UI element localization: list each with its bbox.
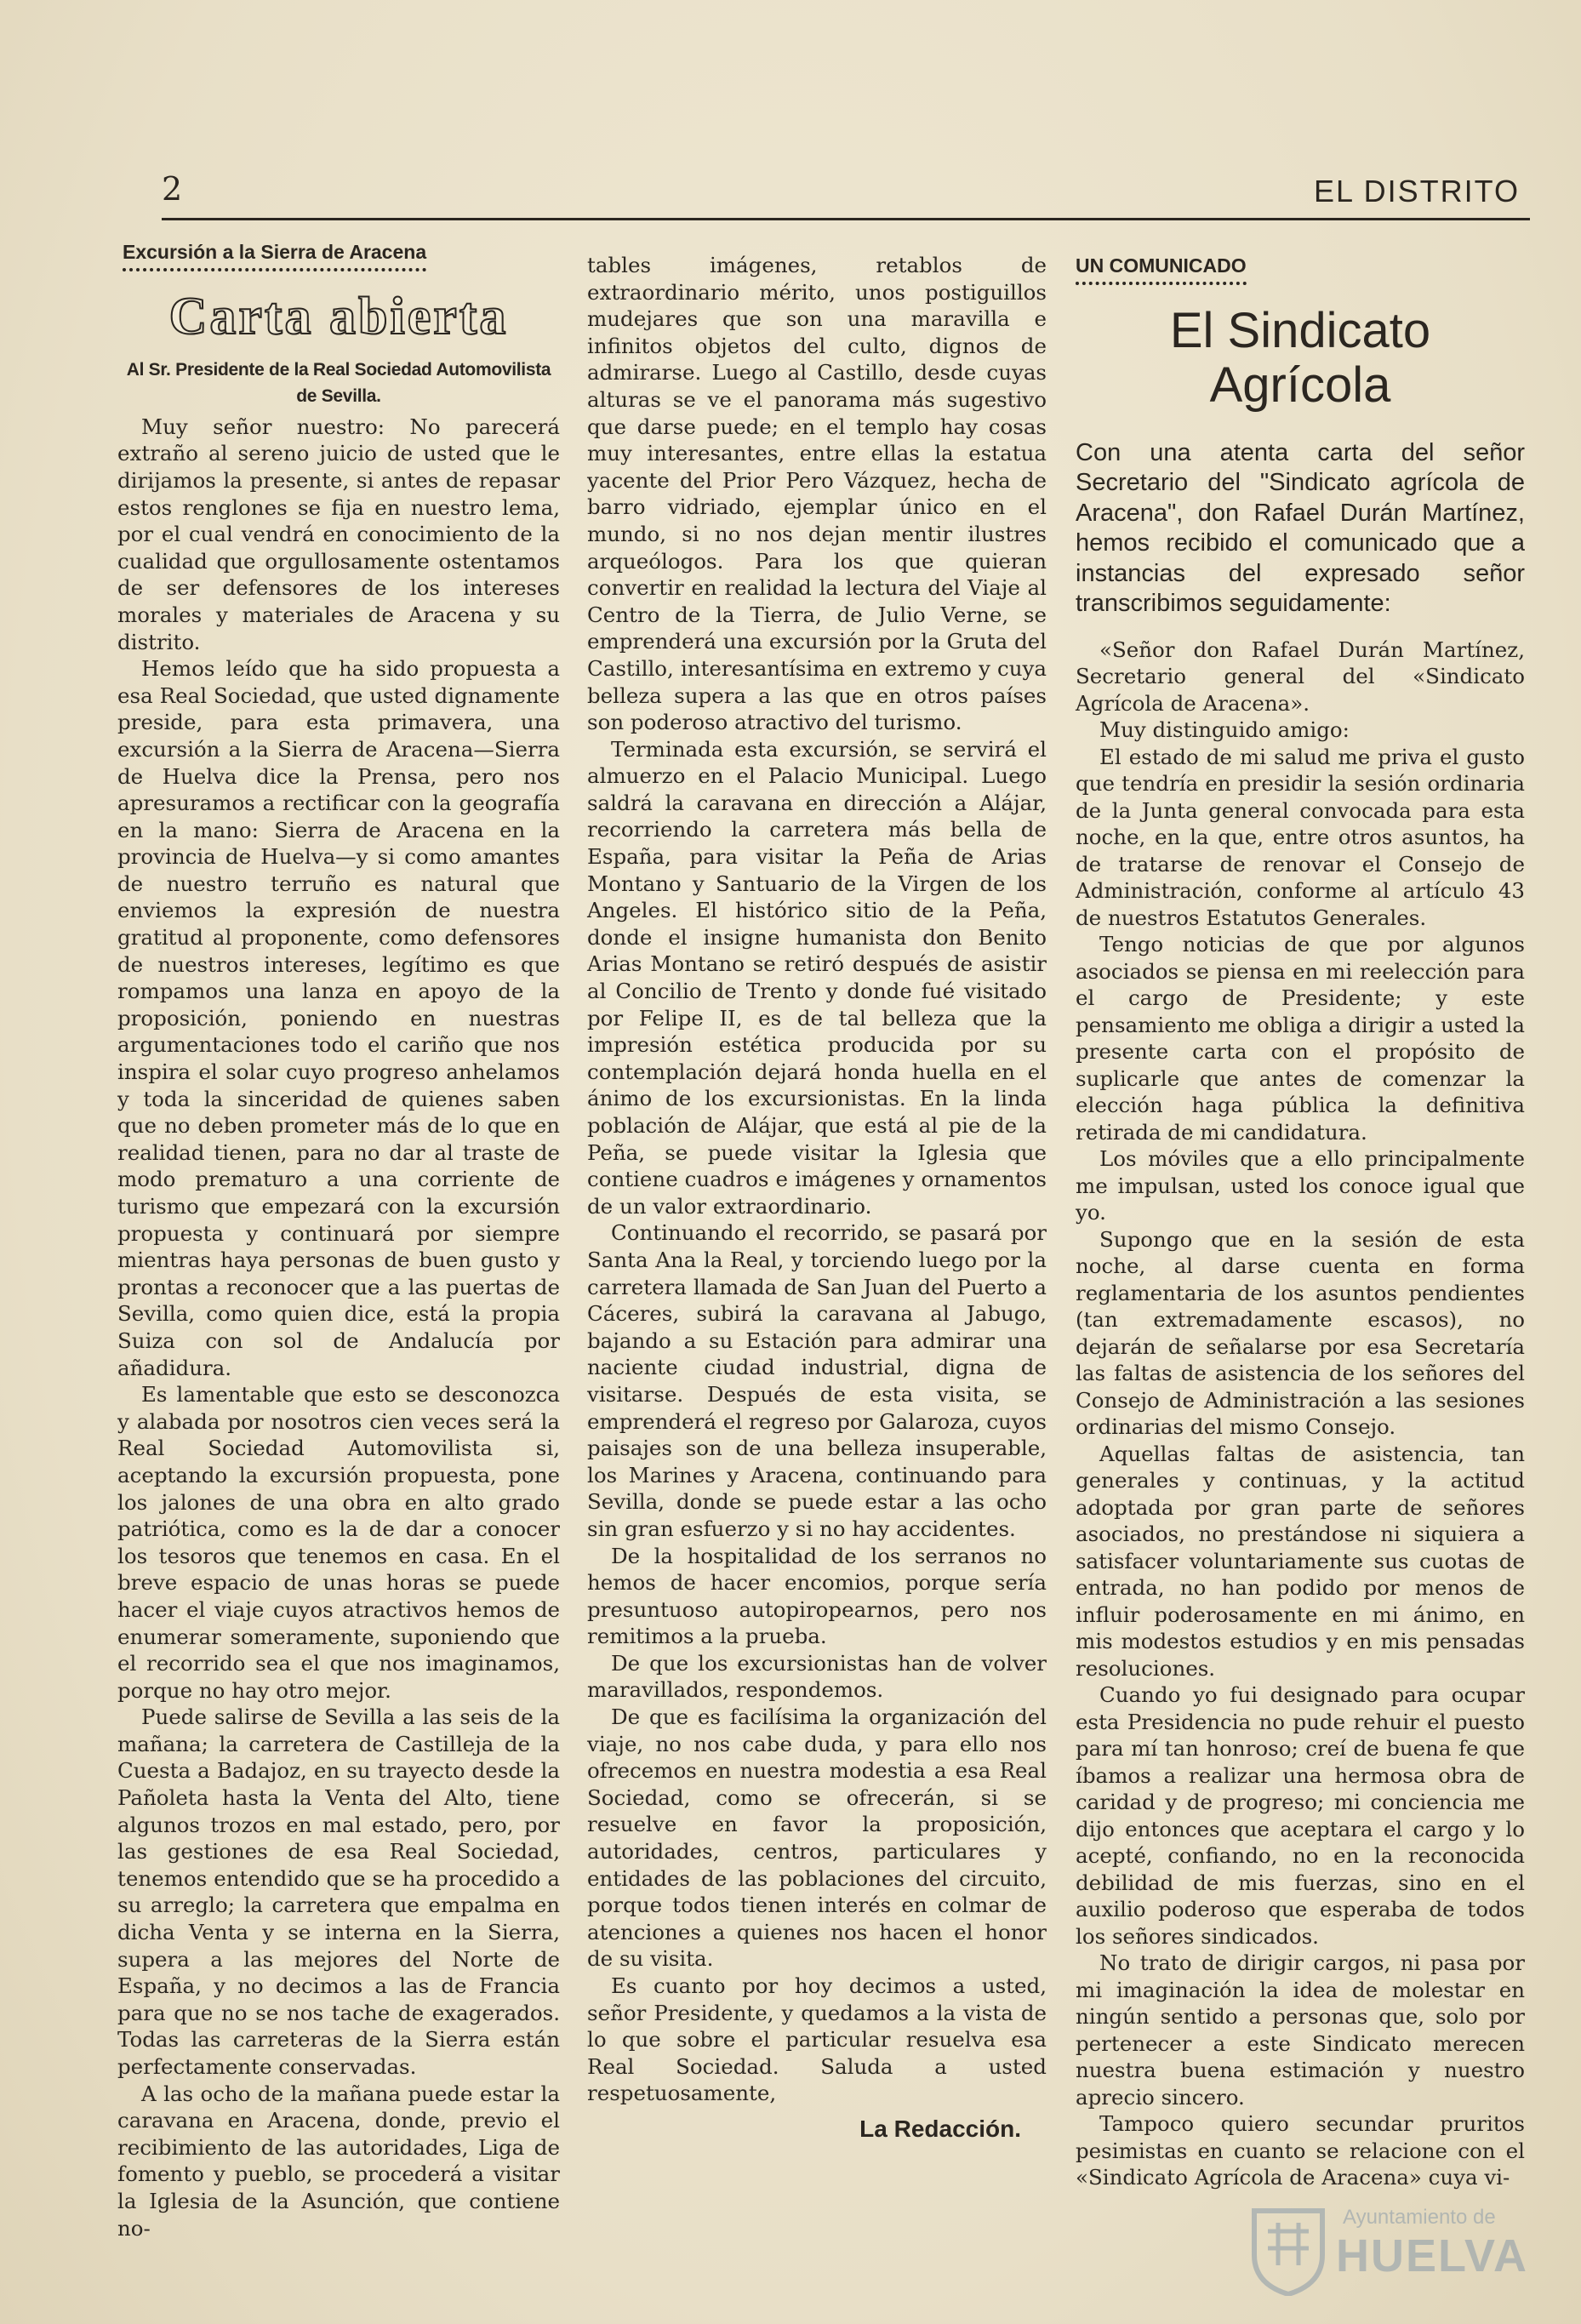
paragraph: Terminada esta excursión, se servirá el almuerzo en el Palacio Municipal. Luego saldrá la caravana en dirección a Alájar, recorriendo la carretera más bella de España, para visitar la Peña de Arias Montano y Santuario de la Virgen de los Angeles. El histórico sitio de la Peña, donde el insigne humanista don Benito Arias Montano se retiró después de asistir al Concilio de Trento y donde fué visitado por Felipe II, es de tal belleza que la impresión estética producida por su contemplación dejará honda huella en el ánimo de los excursionistas. En la linda población de Alájar, que está al pie de la Peña, se puede visitar la Iglesia que contiene cuadros e imágenes y ornamentos de un valor extraordinario.: [587, 736, 1047, 1219]
paragraph: De que es facilísima la organización del viaje, no nos cabe duda, y para ello nos ofrecemos en nuestra modestia a esa Real Sociedad, como se ofrecerán, si se resuelve en favor la proposición, autoridades, centros, particulares y entidades de las poblaciones del circuito, porque todos tienen interés en colmar de atenciones a quienes nos hacen el honor de su visita.: [587, 1704, 1047, 1972]
paragraph: «Señor don Rafael Durán Martínez, Secretario general del «Sindicato Agrícola de Aracena».: [1076, 637, 1525, 716]
article2-lead: Con una atenta carta del señor Secretario del "Sindicato agrícola de Aracena", don Rafael Durán Martínez, hemos recibido el comunicado que a instancias del expresado señor transcribimos seguidamente:: [1076, 438, 1525, 618]
paragraph: Es lamentable que esto se desconozca y alabada por nosotros cien veces será la Real Sociedad Automovilista si, aceptando la excursión propuesta, pone los jalones de una obra en alto grado patriótica, como es la de dar a conocer los tesoros que tenemos en casa. En el breve espacio de unas horas se puede hacer el viaje cuyos atractivos hemos de enumerar someramente, suponiendo que el recorrido sea el que nos imaginamos, porque no hay otro mejor.: [117, 1382, 560, 1703]
article1-addressee: Al Sr. Presidente de la Real Sociedad Automovilista de Sevilla.: [126, 359, 551, 407]
paragraph: Tampoco quiero secundar pruritos pesimistas en cuanto se relacione con el «Sindicato Agrícola de Aracena» cuya vi-: [1076, 2111, 1525, 2190]
paragraph: Puede salirse de Sevilla a las seis de la mañana; la carretera de Castilleja de la Cuesta a Badajoz, en su trayecto desde la Pañoleta hasta la Venta del Alto, tiene algunos trozos en mal estado, pero, por las gestiones de esa Real Sociedad, tenemos entendido que se ha procedido a su arreglo; la carretera que empalma en dicha Venta y se interna en la Sierra, supera a las mejores del Norte de España, y no decimos a las de Francia para que no se nos tache de exagerados. Todas las carreteras de la Sierra están perfectamente conservadas.: [117, 1704, 560, 2079]
kicker-wrap: [1076, 252, 1525, 285]
paragraph: Cuando yo fui designado para ocupar esta Presidencia no pude rehuir el puesto para mí tan honroso; creí de buena fe que íbamos a realizar una hermosa obra de caridad y de progreso; mi conciencia me dijo entonces que aceptara el cargo y lo acepté, confiando, no en la reconocida debilidad de mis fuerzas, sino en el auxilio poderoso que esperaba de todos los señores sindicados.: [1076, 1682, 1525, 1949]
page-header: [162, 170, 1530, 223]
paragraph: A las ocho de la mañana puede estar la caravana en Aracena, donde, previo el recibimiento de las autoridades, Liga de fomento y pueblo, se procederá a visitar la Iglesia de la Asunción, que contiene no-: [117, 2081, 560, 2241]
paragraph: Es cuanto por hoy decimos a usted, señor Presidente, y quedamos a la vista de lo que sobre el particular resuelva esa Real Sociedad. Saluda a usted respetuosamente,: [587, 1973, 1047, 2106]
column-2: [587, 252, 1047, 2143]
paragraph: Los móviles que a ello principalmente me impulsan, usted los conoce igual que yo.: [1076, 1146, 1525, 1225]
paragraph: Continuando el recorrido, se pasará por Santa Ana la Real, y torciendo luego por la carretera llamada de San Juan del Puerto a Cáceres, subirá la caravana al Jabugo, bajando a su Estación para admirar una naciente ciudad industrial, digna de visitarse. Después de esta visita, se emprenderá el regreso por Galaroza, cuyos paisajes son de una belleza insuperable, los Marines y Aracena, continuando para Sevilla, donde se puede estar a las ocho sin gran esfuerzo y si no hay accidentes.: [587, 1220, 1047, 1541]
paragraph: Aquellas faltas de asistencia, tan generales y continuas, y la actitud adoptada por gran parte de señores asociados, no prestándose ni siquiera a satisfacer voluntariamente sus cuotas de entrada, no han podido por menos de influir poderosamente en mi ánimo, en mis modestos estudios y en mis pensadas resoluciones.: [1076, 1441, 1525, 1681]
watermark-line1: Ayuntamiento de: [1343, 2206, 1496, 2229]
paragraph: Supongo que en la sesión de esta noche, al darse cuenta en forma reglamentaria de los asuntos pendientes (tan extremadamente escasos), no dejarán de señalarse por esa Secretaría las faltas de asistencia de los señores del Consejo de Administración a las sesiones ordinarias del mismo Consejo.: [1076, 1226, 1525, 1440]
paragraph: Tengo noticias de que por algunos asociados se piensa en mi reelección para el cargo de Presidente; y este pensamiento me obliga a dirigir a usted la presente carta con el propósito de suplicarle que antes de comenzar la elección haga pública la definitiva retirada de mi candidatura.: [1076, 932, 1525, 1145]
header-rule: [162, 218, 1530, 220]
paragraph: De la hospitalidad de los serranos no hemos de hacer encomios, porque sería presuntuoso autopiropearnos, pero nos remitimos a la prueba.: [587, 1543, 1047, 1649]
paragraph: Muy distinguido amigo:: [1099, 717, 1350, 743]
newspaper-name: EL DISTRITO: [1313, 174, 1520, 208]
kicker-wrap: [117, 238, 560, 271]
paragraph: Muy señor nuestro: No parecerá extraño al sereno juicio de usted que le dirijamos la presente, si antes de repasar estos renglones se fija en nuestro lema, por el cual vendrá en conocimiento de la cualidad que orgullosamente ostentamos de ser defensores de los intereses morales y materiales de Aracena y su distrito.: [117, 414, 560, 654]
paragraph: El estado de mi salud me priva el gusto que tendría en presidir la sesión ordinaria de la Junta general convocada para esta noche, en la que, entre otros asuntos, ha de tratarse de renovar el Consejo de Administración, conforme al artículo 43 de nuestros Estatutos Generales.: [1076, 744, 1525, 930]
article1-title: Carta abierta: [168, 287, 509, 345]
page-number: 2: [162, 170, 183, 208]
watermark-line2: HUELVA: [1336, 2230, 1528, 2281]
paragraph: De que los excursionistas han de volver maravillados, respondemos.: [587, 1650, 1047, 1703]
column-3: [1076, 252, 1525, 2191]
column-1: [117, 238, 560, 2241]
article1-signature: La Redacción.: [859, 2115, 1021, 2142]
paragraph: tables imágenes, retablos de extraordinario mérito, unos postiguillos mudejares que son una maravilla e infinitos objetos del culto, dignos de admirarse. Luego al Castillo, desde cuyas alturas se ve el panorama más sugestivo que darse puede; en el templo hay cosas muy interesantes, entre ellas la estatua yacente del Prior Pero Vázquez, hecha de barro vidriado, ejemplar único en el mundo, si no nos dejan mentir ilustres arqueólogos. Para los que quieran convertir en realidad la lectura del Viaje al Centro de la Tierra, de Julio Verne, se emprenderá una excursión por la Gruta del Castillo, interesantísima en extremo y cuya belleza supera a las que en otros países son poderoso atractivo del turismo.: [587, 253, 1047, 735]
article2-kicker: UN COMUNICADO: [1076, 253, 1247, 285]
article2-title: El Sindicato Agrícola: [1169, 302, 1431, 413]
archive-watermark: [1249, 2206, 1530, 2299]
article1-kicker: Excursión a la Sierra de Aracena: [123, 239, 426, 271]
paragraph: No trato de dirigir cargos, ni pasa por mi imaginación la idea de molestar en ningún sentido a personas que, solo por pertenecer a este Sindicato merecen nuestra buena estimación y nuestro aprecio sincero.: [1076, 1950, 1525, 2110]
paragraph: Hemos leído que ha sido propuesta a esa Real Sociedad, que usted dignamente preside, para esta primavera, una excursión a la Sierra de Aracena—Sierra de Huelva dice la Prensa, pero nos apresuramos a rectificar con la geografía en la mano: Sierra de Aracena en la provincia de Huelva—y si como amantes de nuestro terruño es natural que enviemos la expresión de nuestra gratitud al proponente, como defensores de nuestros intereses, legítimo es que rompamos una lanza en apoyo de la proposición, poniendo en nuestras argumentaciones todo el cariño que nos inspira el solar cuyo progreso anhelamos y toda la sinceridad de quienes saben que no deben prometer más de lo que en realidad tienen, para no dar al traste de modo prematuro a una corriente de turismo que empezará con la excursión propuesta y continuará por siempre mientras haya personas de buen gusto y prontas a reconocer que a las puertas de Sevilla, como quien dice, está la propia Suiza con sol de Andalucía por añadidura.: [117, 656, 560, 1380]
huelva-coat-of-arms-icon: [1249, 2206, 1327, 2296]
